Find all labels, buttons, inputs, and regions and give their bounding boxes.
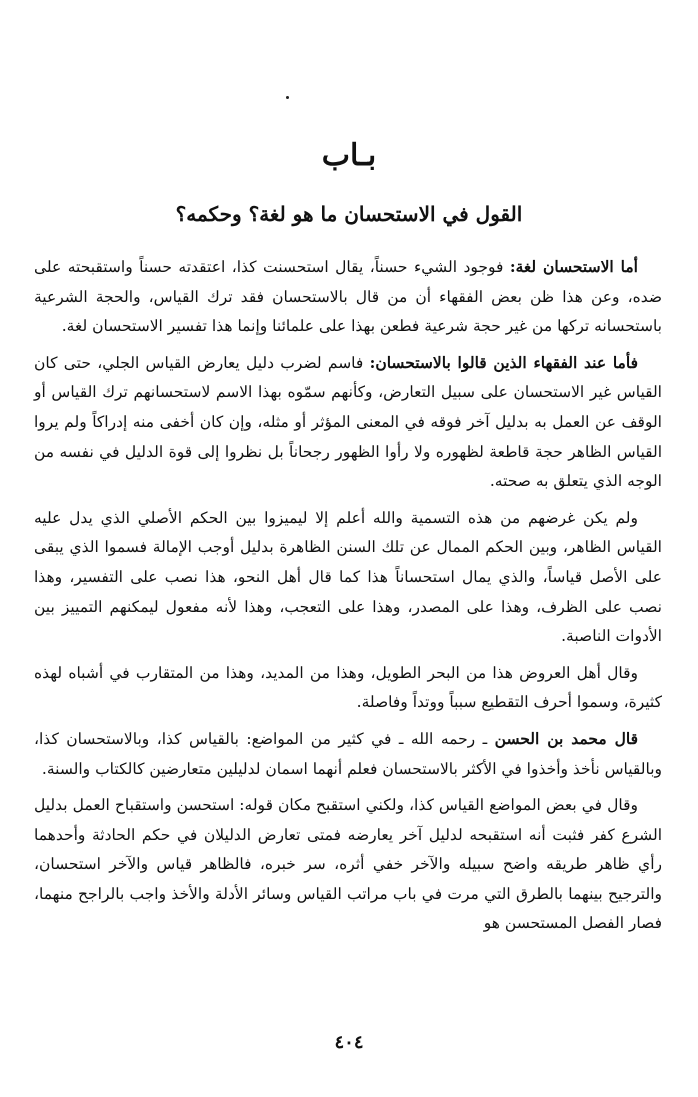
page-number: ٤٠٤ bbox=[334, 1032, 364, 1053]
section-title: القول في الاستحسان ما هو لغة؟ وحكمه؟ bbox=[175, 202, 523, 226]
page-mark bbox=[286, 96, 289, 99]
chapter-title: بـاب bbox=[321, 138, 377, 173]
paragraph-3 bbox=[34, 503, 662, 652]
paragraph-text: فاسم لضرب دليل يعارض القياس الجلي، حتى كان القياس غير الاستحسان على سبيل التعارض، وكأنهم سمّوه بهذا الاسم لاستحسانهم ترك القياس أو الوقف عن العمل به بدليل آخر فوقه في المعنى المؤثر أو مثله، وإن كان أخفى منه إدراكاً ولم يروا القياس الظاهر حجة قاطعة لظهوره ولا رأوا الظهور رجحاناً بل نظروا إلى قوة الدليل في نفسه من الوجه الذي يتعلق به صحته. bbox=[34, 353, 662, 491]
paragraph-text: ـ رحمه الله ـ في كثير من المواضع: بالقياس كذا، وبالاستحسان كذا، وبالقياس نأخذ وأخذوا في الأكثر بالاستحسان فعلم أنهما اسمان لدليلين متعارضين كالكتاب والسنة. bbox=[34, 729, 662, 778]
paragraph-4 bbox=[34, 658, 662, 718]
paragraph-2 bbox=[34, 348, 662, 497]
paragraph-lead: أما الاستحسان لغة: bbox=[509, 257, 638, 276]
paragraph-5 bbox=[34, 724, 662, 784]
paragraph-lead: فأما عند الفقهاء الذين قالوا بالاستحسان: bbox=[369, 352, 638, 372]
paragraph-text: وقال أهل العروض هذا من البحر الطويل، وهذا من المديد، وهذا من المتقارب في أشباه لهذه كثيرة، وسموا أحرف التقطيع سبباً ووتداً وفاصلة. bbox=[34, 663, 662, 712]
paragraph-6 bbox=[34, 790, 662, 939]
body-text bbox=[34, 252, 662, 945]
paragraph-1 bbox=[34, 252, 662, 342]
paragraph-text: فوجود الشيء حسناً، يقال استحسنت كذا، اعتقدته حسناً واستقبحته على ضده، وعن هذا ظن بعض الفقهاء أن من قال بالاستحسان فقد ترك القياس، والحجة الشرعية باستحسانه تركها من غير حجة شرعية فطعن بهذا على علمائنا وإنما هذا تفسير الاستحسان لغة. bbox=[34, 258, 662, 336]
paragraph-lead: قال محمد بن الحسن bbox=[494, 728, 639, 748]
paragraph-text: ولم يكن غرضهم من هذه التسمية والله أعلم إلا ليميزوا بين الحكم الأصلي الذي يدل عليه القياس الظاهر، وبين الحكم الممال عن تلك السنن الظاهرة بدليل أوجب الإمالة فسموا الذي يبقى على الأصل قياساً، والذي يمال استحساناً هذا كما قال أهل النحو، هذا نصب على التفسير، وهذا نصب على الظرف، وهذا على المصدر، وهذا على التعجب، وهذا لأنه مفعول ليمكنهم التمييز بين الأدوات الناصبة. bbox=[34, 508, 662, 646]
paragraph-text: وقال في بعض المواضع القياس كذا، ولكني استقبح مكان قوله: استحسن واستقباح العمل بدليل الشرع كفر فثبت أنه استقبحه لدليل آخر يعارضه فمتى تعارض الدليلان في حكم الحادثة وأحدهما رأي ظاهر طريقه واضح سبيله والآخر خفي أثره، سر خبره، فالظاهر قياس والآخر استحسان، والترجيح بينهما بالطرق التي مرت في باب مراتب القياس وسائر الأدلة والأخذ واجب بالراجح منهما، فصار الفصل المستحسن هو bbox=[34, 796, 662, 933]
